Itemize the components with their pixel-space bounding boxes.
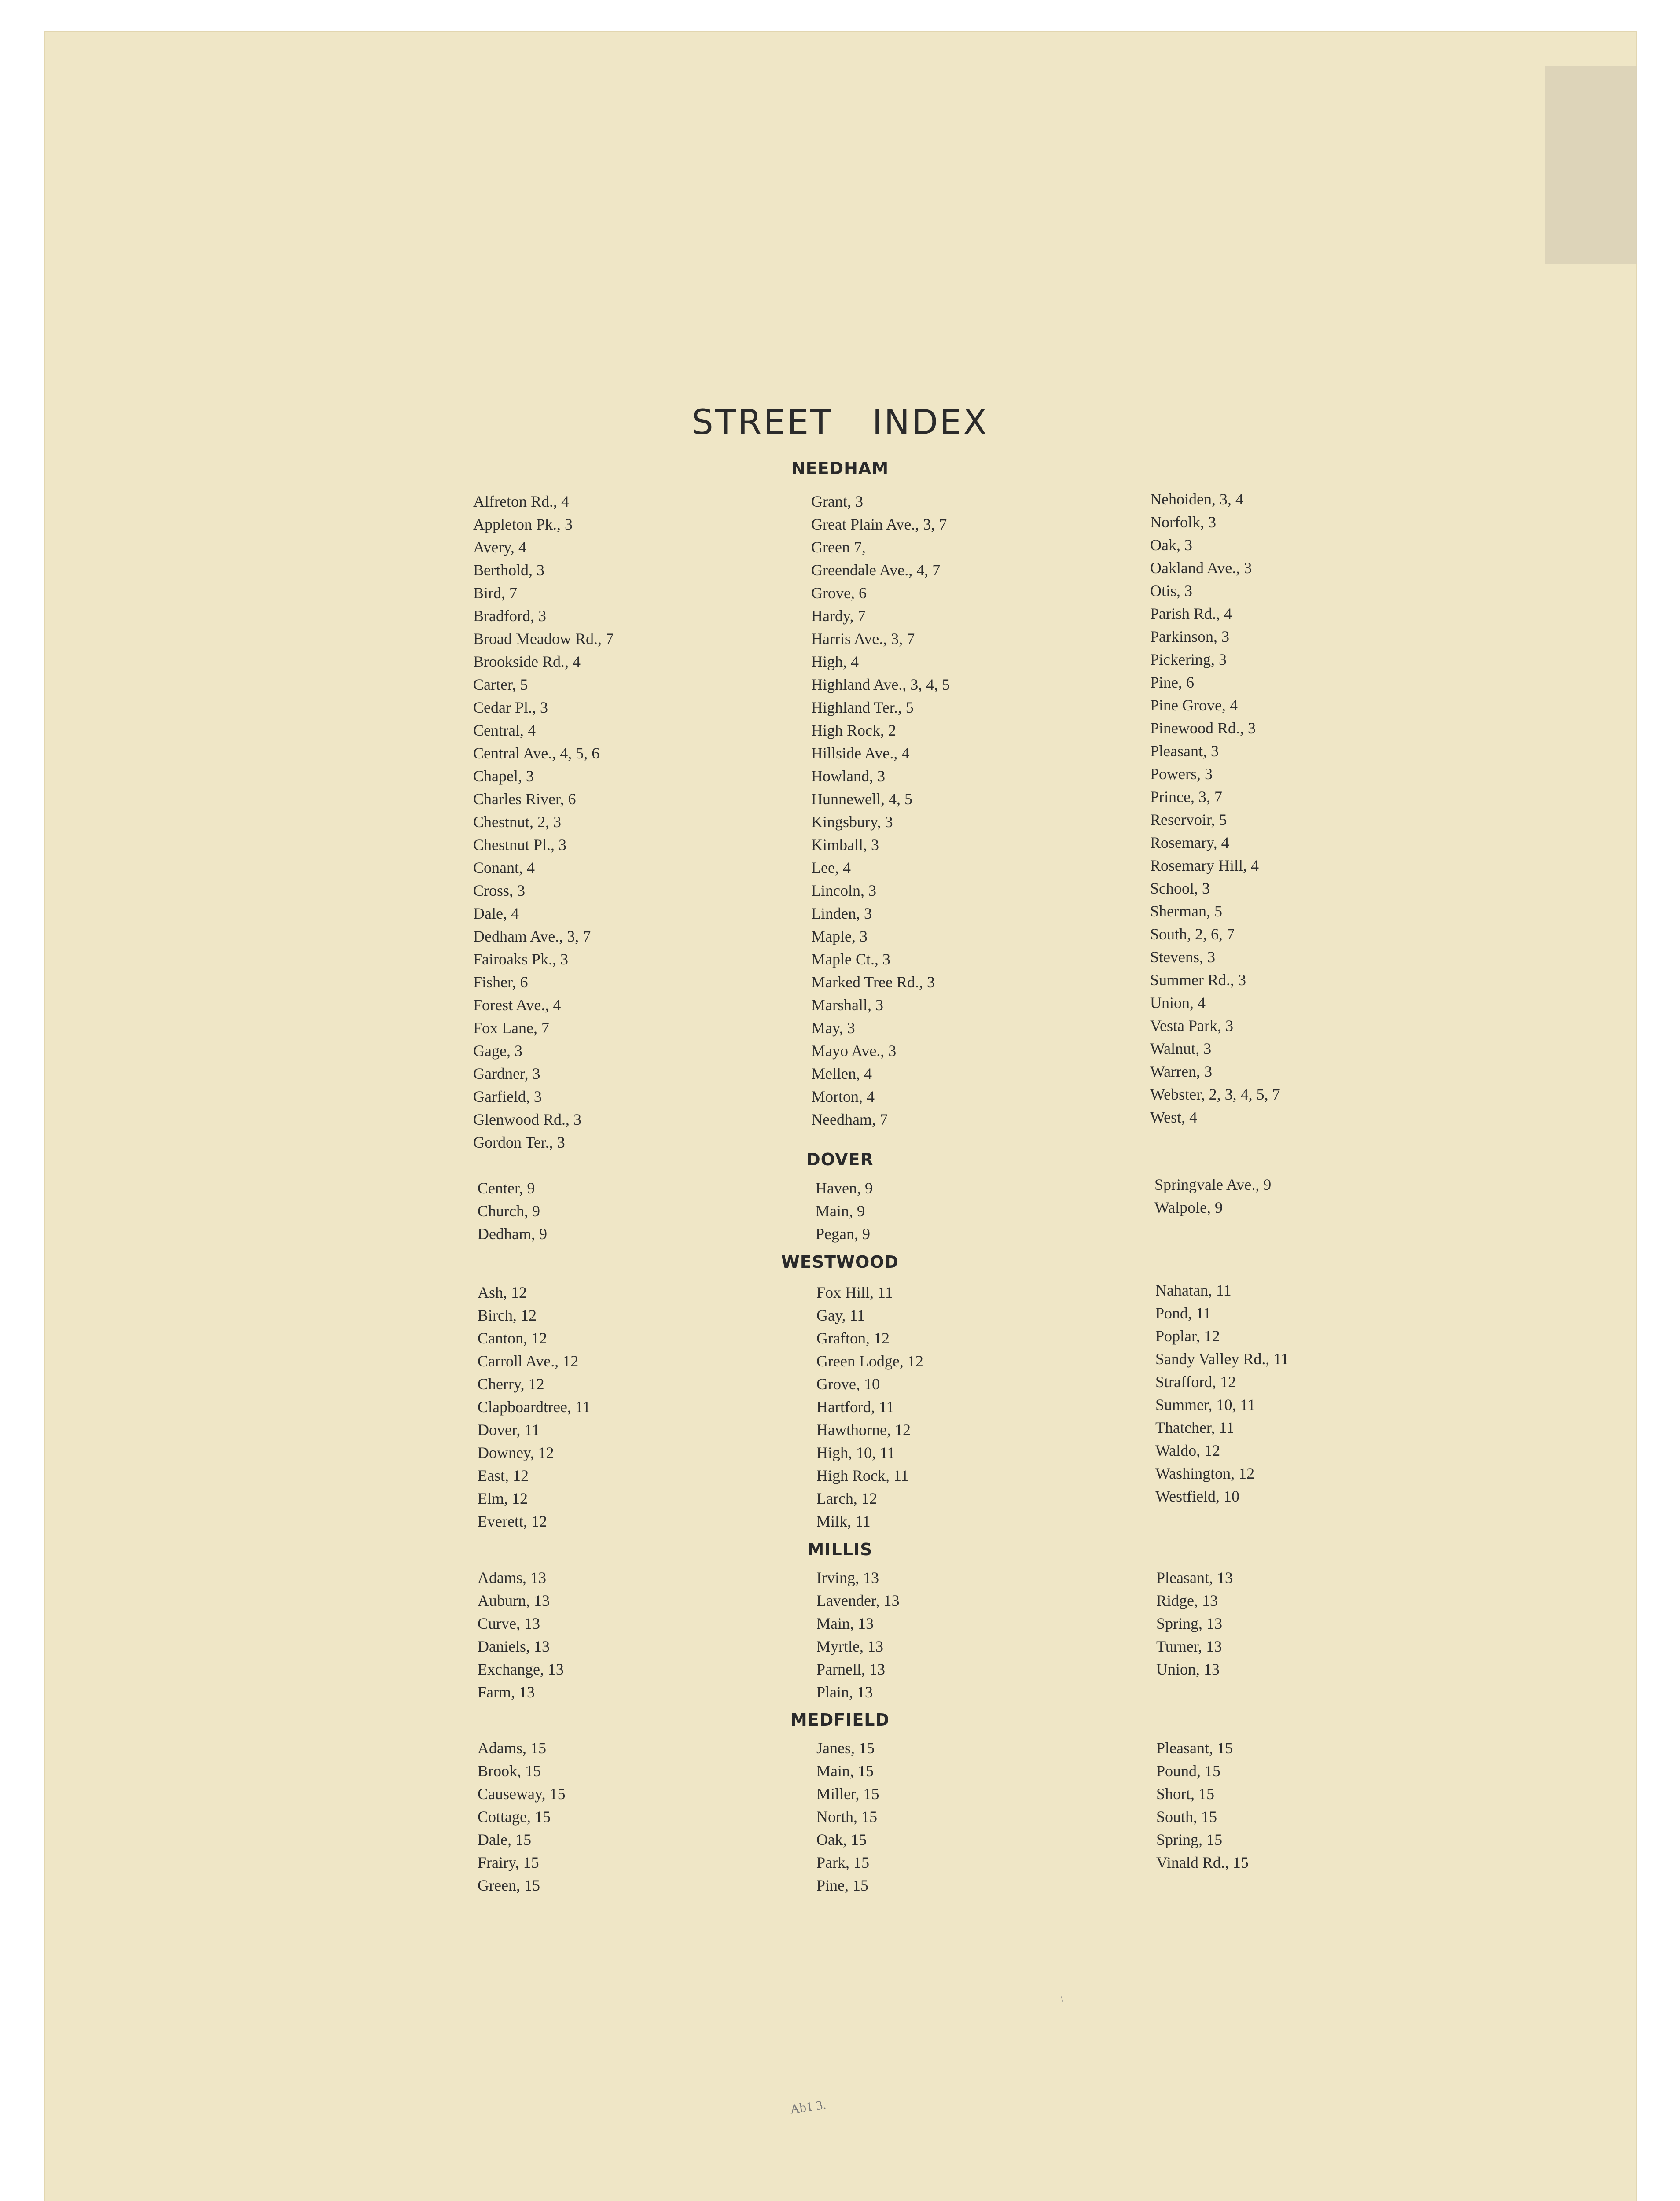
street-entry: Forest Ave., 4 (473, 996, 561, 1014)
westwood-column-3 (1155, 1279, 1289, 1508)
page-title: STREET INDEX (691, 403, 989, 442)
street-entry: Milk, 11 (816, 1513, 871, 1530)
street-entry: North, 15 (816, 1808, 877, 1826)
street-entry: Short, 15 (1156, 1785, 1215, 1803)
street-entry: Parish Rd., 4 (1150, 605, 1232, 622)
street-entry: Washington, 12 (1155, 1465, 1255, 1482)
street-entry: Maple, 3 (811, 928, 868, 945)
street-entry: Mellen, 4 (811, 1065, 872, 1082)
street-entry: Adams, 13 (478, 1569, 546, 1586)
street-entry: Parkinson, 3 (1150, 628, 1229, 645)
millis-column-3 (1156, 1566, 1233, 1681)
street-entry: Marshall, 3 (811, 996, 883, 1014)
street-entry: Thatcher, 11 (1155, 1419, 1235, 1436)
street-entry: Great Plain Ave., 3, 7 (811, 515, 947, 533)
dover-column-2 (816, 1177, 873, 1245)
street-entry: Hardy, 7 (811, 607, 866, 625)
street-entry: Gage, 3 (473, 1042, 522, 1060)
street-entry: Dedham, 9 (478, 1225, 547, 1243)
street-entry: Main, 13 (816, 1615, 874, 1632)
street-entry: School, 3 (1150, 880, 1210, 897)
street-entry: Carter, 5 (473, 676, 528, 693)
street-entry: May, 3 (811, 1019, 855, 1037)
street-entry: Bird, 7 (473, 584, 518, 602)
street-entry: East, 12 (478, 1467, 529, 1484)
street-entry: Brook, 15 (478, 1762, 541, 1780)
street-entry: Green Lodge, 12 (816, 1352, 923, 1370)
street-entry: Oak, 15 (816, 1831, 867, 1848)
millis-column-1 (478, 1566, 564, 1704)
street-entry: Alfreton Rd., 4 (473, 493, 569, 510)
street-entry: Green, 15 (478, 1877, 540, 1894)
street-entry: Fox Hill, 11 (816, 1284, 893, 1301)
section-heading-millis: MILLIS (807, 1540, 873, 1559)
street-entry: Appleton Pk., 3 (473, 515, 573, 533)
street-entry: Haven, 9 (816, 1179, 873, 1197)
street-entry: Daniels, 13 (478, 1638, 550, 1655)
street-entry: Highland Ter., 5 (811, 699, 914, 716)
street-entry: Morton, 4 (811, 1088, 875, 1105)
street-entry: Bradford, 3 (473, 607, 546, 625)
section-heading-dover: DOVER (806, 1150, 874, 1169)
street-entry: Waldo, 12 (1155, 1442, 1220, 1459)
street-entry: Avery, 4 (473, 538, 526, 556)
street-entry: Central, 4 (473, 721, 536, 739)
street-entry: Nehoiden, 3, 4 (1150, 490, 1243, 508)
street-entry: Park, 15 (816, 1854, 869, 1871)
edge-stain (1545, 66, 1637, 264)
street-entry: Irving, 13 (816, 1569, 879, 1586)
needham-column-2 (811, 490, 950, 1131)
street-entry: Fairoaks Pk., 3 (473, 950, 568, 968)
street-entry: Reservoir, 5 (1150, 811, 1227, 828)
street-entry: Spring, 15 (1156, 1831, 1223, 1848)
street-entry: Mayo Ave., 3 (811, 1042, 897, 1060)
street-entry: Plain, 13 (816, 1683, 873, 1701)
street-entry: Gay, 11 (816, 1307, 865, 1324)
street-entry: Exchange, 13 (478, 1660, 564, 1678)
street-entry: Union, 13 (1156, 1660, 1220, 1678)
street-entry: Glenwood Rd., 3 (473, 1111, 581, 1128)
street-entry: Gordon Ter., 3 (473, 1134, 565, 1151)
street-entry: Warren, 3 (1150, 1063, 1213, 1080)
pencil-scribble: Ab1 3. (789, 2097, 827, 2117)
street-entry: Sandy Valley Rd., 11 (1155, 1350, 1289, 1368)
street-entry: Charles River, 6 (473, 790, 576, 808)
street-entry: Fisher, 6 (473, 973, 528, 991)
street-entry: Lee, 4 (811, 859, 851, 876)
street-entry: Howland, 3 (811, 767, 885, 785)
street-entry: Myrtle, 13 (816, 1638, 883, 1655)
street-entry: Pound, 15 (1156, 1762, 1221, 1780)
street-entry: Cherry, 12 (478, 1375, 544, 1393)
street-entry: Elm, 12 (478, 1490, 528, 1507)
street-entry: Everett, 12 (478, 1513, 547, 1530)
needham-column-3 (1150, 488, 1280, 1129)
street-entry: Lincoln, 3 (811, 882, 876, 899)
street-entry: Adams, 15 (478, 1739, 546, 1757)
street-entry: Dover, 11 (478, 1421, 540, 1439)
street-entry: Canton, 12 (478, 1329, 547, 1347)
street-entry: West, 4 (1150, 1108, 1198, 1126)
stray-tick-mark: \ (1061, 1994, 1063, 2004)
street-entry: Ridge, 13 (1156, 1592, 1218, 1609)
street-entry: Gardner, 3 (473, 1065, 540, 1082)
street-entry: Nahatan, 11 (1155, 1281, 1232, 1299)
street-entry: Needham, 7 (811, 1111, 888, 1128)
street-entry: Green 7, (811, 538, 866, 556)
street-entry: Grafton, 12 (816, 1329, 890, 1347)
medfield-column-3 (1156, 1737, 1249, 1874)
street-entry: Hunnewell, 4, 5 (811, 790, 912, 808)
section-heading-needham: NEEDHAM (791, 459, 889, 478)
street-entry: Springvale Ave., 9 (1154, 1176, 1272, 1193)
street-entry: Hillside Ave., 4 (811, 744, 910, 762)
street-entry: Turner, 13 (1156, 1638, 1222, 1655)
street-entry: High Rock, 2 (811, 721, 896, 739)
section-heading-westwood: WESTWOOD (781, 1252, 899, 1272)
street-entry: Garfield, 3 (473, 1088, 542, 1105)
section-heading-medfield: MEDFIELD (790, 1710, 890, 1730)
street-entry: Birch, 12 (478, 1307, 537, 1324)
street-entry: Oak, 3 (1150, 536, 1192, 554)
street-entry: Cedar Pl., 3 (473, 699, 548, 716)
street-entry: Berthold, 3 (473, 561, 544, 579)
street-entry: Summer, 10, 11 (1155, 1396, 1256, 1413)
street-entry: Miller, 15 (816, 1785, 879, 1803)
street-entry: Pond, 11 (1155, 1304, 1211, 1322)
street-entry: Hartford, 11 (816, 1398, 894, 1416)
street-entry: Pickering, 3 (1150, 651, 1227, 668)
street-entry: Dedham Ave., 3, 7 (473, 928, 591, 945)
street-entry: Pine, 15 (816, 1877, 869, 1894)
street-entry: High, 10, 11 (816, 1444, 895, 1461)
street-entry: Conant, 4 (473, 859, 535, 876)
street-entry: Powers, 3 (1150, 765, 1213, 783)
street-entry: Greendale Ave., 4, 7 (811, 561, 941, 579)
street-entry: South, 15 (1156, 1808, 1217, 1826)
street-entry: Highland Ave., 3, 4, 5 (811, 676, 950, 693)
street-entry: Grove, 6 (811, 584, 867, 602)
street-entry: Maple Ct., 3 (811, 950, 890, 968)
street-entry: Parnell, 13 (816, 1660, 885, 1678)
street-entry: Cross, 3 (473, 882, 526, 899)
street-entry: Vesta Park, 3 (1150, 1017, 1233, 1034)
street-entry: Brookside Rd., 4 (473, 653, 581, 670)
street-entry: Walnut, 3 (1150, 1040, 1212, 1057)
street-entry: High, 4 (811, 653, 859, 670)
dover-column-1 (478, 1177, 547, 1245)
street-entry: Pine, 6 (1150, 674, 1195, 691)
street-entry: Walpole, 9 (1154, 1199, 1223, 1216)
street-entry: Grove, 10 (816, 1375, 880, 1393)
street-entry: Dale, 4 (473, 905, 519, 922)
street-entry: Marked Tree Rd., 3 (811, 973, 935, 991)
street-entry: Pegan, 9 (816, 1225, 870, 1243)
westwood-column-2 (816, 1281, 923, 1533)
street-entry: Downey, 12 (478, 1444, 554, 1461)
street-entry: Sherman, 5 (1150, 902, 1222, 920)
street-entry: Stevens, 3 (1150, 948, 1215, 966)
street-entry: Carroll Ave., 12 (478, 1352, 579, 1370)
street-entry: Harris Ave., 3, 7 (811, 630, 915, 648)
street-entry: Fox Lane, 7 (473, 1019, 549, 1037)
street-entry: Strafford, 12 (1155, 1373, 1236, 1391)
street-entry: Webster, 2, 3, 4, 5, 7 (1150, 1086, 1280, 1103)
street-entry: Hawthorne, 12 (816, 1421, 911, 1439)
street-entry: High Rock, 11 (816, 1467, 909, 1484)
millis-column-2 (816, 1566, 899, 1704)
street-entry: Oakland Ave., 3 (1150, 559, 1252, 577)
dover-column-3 (1154, 1173, 1271, 1219)
street-entry: Main, 9 (816, 1202, 865, 1220)
street-entry: Pleasant, 3 (1150, 742, 1219, 760)
medfield-column-2 (816, 1737, 879, 1897)
street-entry: Kimball, 3 (811, 836, 879, 854)
street-entry: Farm, 13 (478, 1683, 535, 1701)
street-entry: Pinewood Rd., 3 (1150, 719, 1256, 737)
street-entry: Chestnut, 2, 3 (473, 813, 562, 831)
street-entry: Poplar, 12 (1155, 1327, 1220, 1345)
street-entry: Church, 9 (478, 1202, 540, 1220)
needham-column-1 (473, 490, 614, 1154)
street-entry: Clapboardtree, 11 (478, 1398, 591, 1416)
street-entry: Chapel, 3 (473, 767, 534, 785)
street-entry: Lavender, 13 (816, 1592, 900, 1609)
street-entry: Pleasant, 15 (1156, 1739, 1233, 1757)
street-entry: Frairy, 15 (478, 1854, 539, 1871)
street-entry: Linden, 3 (811, 905, 872, 922)
street-entry: Broad Meadow Rd., 7 (473, 630, 614, 648)
westwood-column-1 (478, 1281, 591, 1533)
street-entry: Rosemary, 4 (1150, 834, 1229, 851)
street-entry: Larch, 12 (816, 1490, 877, 1507)
street-entry: Main, 15 (816, 1762, 874, 1780)
street-entry: Central Ave., 4, 5, 6 (473, 744, 600, 762)
street-entry: Prince, 3, 7 (1150, 788, 1222, 806)
street-entry: Curve, 13 (478, 1615, 540, 1632)
street-entry: Center, 9 (478, 1179, 535, 1197)
street-entry: Chestnut Pl., 3 (473, 836, 567, 854)
street-entry: Cottage, 15 (478, 1808, 551, 1826)
street-entry: Auburn, 13 (478, 1592, 550, 1609)
street-entry: Dale, 15 (478, 1831, 531, 1848)
street-entry: Kingsbury, 3 (811, 813, 893, 831)
street-entry: South, 2, 6, 7 (1150, 925, 1235, 943)
street-entry: Norfolk, 3 (1150, 513, 1216, 531)
street-entry: Summer Rd., 3 (1150, 971, 1246, 989)
street-entry: Westfield, 10 (1155, 1487, 1240, 1505)
street-entry: Janes, 15 (816, 1739, 875, 1757)
medfield-column-1 (478, 1737, 566, 1897)
street-entry: Causeway, 15 (478, 1785, 566, 1803)
street-entry: Otis, 3 (1150, 582, 1193, 600)
street-entry: Rosemary Hill, 4 (1150, 857, 1259, 874)
street-entry: Pine Grove, 4 (1150, 696, 1238, 714)
street-entry: Union, 4 (1150, 994, 1206, 1012)
street-entry: Vinald Rd., 15 (1156, 1854, 1249, 1871)
street-entry: Pleasant, 13 (1156, 1569, 1233, 1586)
street-entry: Ash, 12 (478, 1284, 527, 1301)
street-entry: Spring, 13 (1156, 1615, 1223, 1632)
street-entry: Grant, 3 (811, 493, 863, 510)
